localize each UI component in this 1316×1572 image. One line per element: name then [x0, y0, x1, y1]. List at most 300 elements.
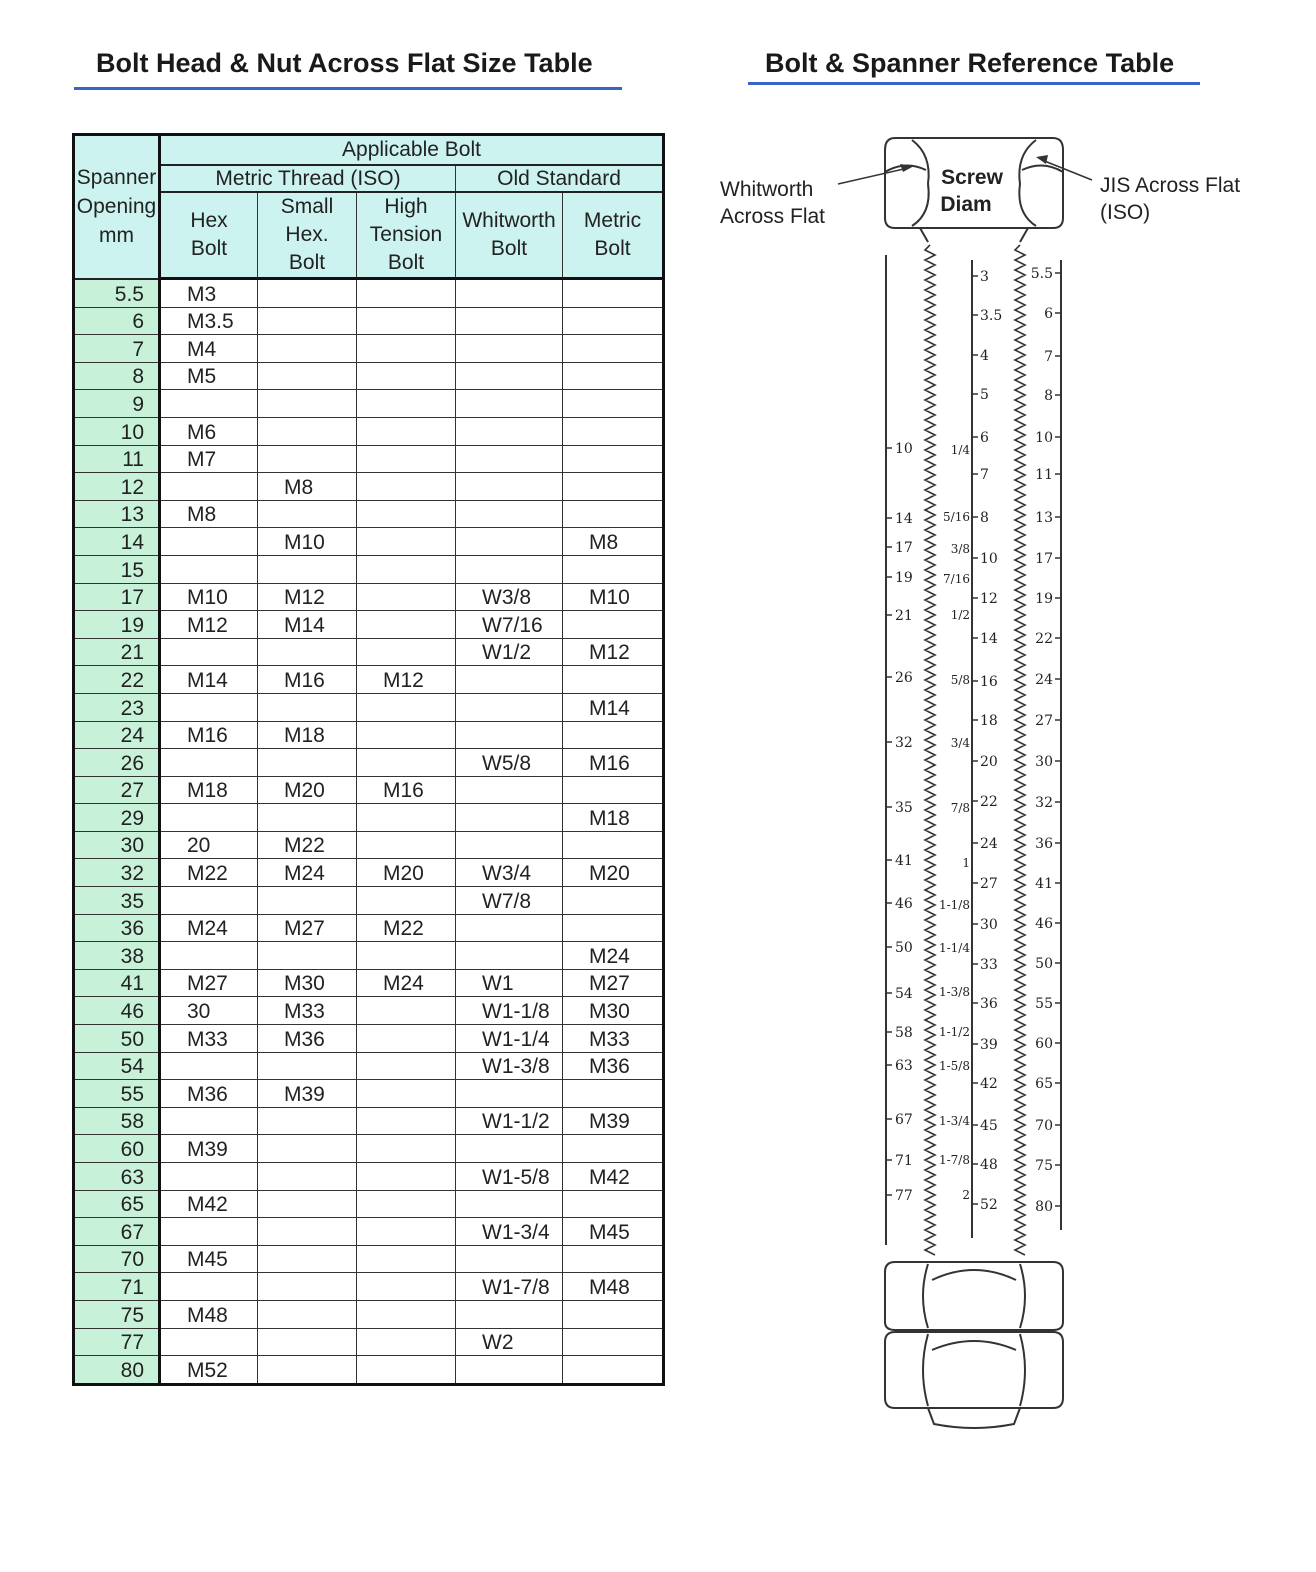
- hex-bolt-cell: [160, 1052, 258, 1080]
- nut-lower-facet-right: [1020, 1334, 1025, 1406]
- opening-cell: 11: [74, 445, 160, 473]
- whitworth-bolt-cell: W2: [456, 1328, 563, 1356]
- whitworth-bolt-cell: [456, 335, 563, 363]
- opening-cell: 38: [74, 942, 160, 970]
- opening-cell: 65: [74, 1190, 160, 1218]
- hex-bolt-cell: M52: [160, 1356, 258, 1385]
- high-tension-bolt-cell: [357, 1190, 456, 1218]
- small-hex-bolt-cell: [258, 693, 357, 721]
- table-row: [74, 997, 664, 1025]
- column-header-line: Whitworth: [462, 209, 556, 232]
- small-hex-bolt-cell: [258, 1190, 357, 1218]
- opening-cell: 32: [74, 859, 160, 887]
- whitworth-tick-label: 46: [895, 896, 913, 912]
- hex-bolt-cell: [160, 528, 258, 556]
- jis-arrowhead: [1036, 155, 1048, 164]
- diameter-tick-label: 24: [980, 836, 998, 852]
- table-row: [74, 666, 664, 694]
- hex-bolt-cell: [160, 749, 258, 777]
- size-table-body: [74, 279, 664, 1385]
- high-tension-bolt-cell: [357, 611, 456, 639]
- table-row: [74, 1273, 664, 1301]
- high-tension-bolt-cell: M12: [357, 666, 456, 694]
- jis-tick-label: 65: [1035, 1076, 1053, 1092]
- opening-cell: 5.5: [74, 279, 160, 308]
- metric-bolt-cell: [563, 1190, 664, 1218]
- metric-bolt-cell: M18: [563, 804, 664, 832]
- whitworth-fraction-label: 7/16: [943, 572, 970, 586]
- table-row: [74, 831, 664, 859]
- small-hex-bolt-cell: M36: [258, 1025, 357, 1053]
- jis-tick-label: 22: [1035, 631, 1053, 647]
- opening-cell: 29: [74, 804, 160, 832]
- column-header-line: Bolt: [387, 251, 425, 274]
- opening-cell: 50: [74, 1025, 160, 1053]
- table-row: [74, 887, 664, 915]
- hex-bolt-cell: M6: [160, 417, 258, 445]
- jis-tick-label: 75: [1035, 1158, 1053, 1174]
- opening-cell: 14: [74, 528, 160, 556]
- nut-lower-facet-left: [923, 1334, 928, 1406]
- hex-bolt-cell: [160, 942, 258, 970]
- whitworth-fraction-label: 1-1/8: [938, 898, 970, 912]
- hex-bolt-cell: [160, 887, 258, 915]
- column-header-line: Hex.: [285, 223, 329, 246]
- small-hex-bolt-cell: M20: [258, 776, 357, 804]
- opening-cell: 19: [74, 611, 160, 639]
- metric-bolt-cell: M24: [563, 942, 664, 970]
- nut-lower: [885, 1332, 1063, 1408]
- jis-tick-label: 50: [1035, 956, 1053, 972]
- high-tension-bolt-cell: [357, 445, 456, 473]
- jis-tick-label: 27: [1035, 713, 1053, 729]
- diameter-tick-label: 39: [980, 1037, 998, 1053]
- small-hex-bolt-cell: [258, 1163, 357, 1191]
- high-tension-bolt-cell: [357, 417, 456, 445]
- high-tension-bolt-cell: [357, 500, 456, 528]
- metric-bolt-cell: [563, 1328, 664, 1356]
- whitworth-bolt-cell: [456, 721, 563, 749]
- high-tension-bolt-cell: [357, 307, 456, 335]
- diameter-tick-label: 42: [980, 1076, 998, 1092]
- small-hex-bolt-cell: M18: [258, 721, 357, 749]
- whitworth-tick-label: 71: [895, 1153, 913, 1169]
- small-hex-bolt-cell: M22: [258, 831, 357, 859]
- metric-bolt-cell: [563, 1135, 664, 1163]
- metric-bolt-cell: M30: [563, 997, 664, 1025]
- whitworth-bolt-cell: [456, 1190, 563, 1218]
- whitworth-fraction-label: 7/8: [950, 801, 970, 815]
- whitworth-tick-label: 54: [895, 986, 913, 1002]
- diameter-tick-label: 3.5: [980, 308, 1003, 324]
- hex-bolt-cell: [160, 473, 258, 501]
- opening-cell: 63: [74, 1163, 160, 1191]
- column-header-line: Bolt: [594, 237, 631, 260]
- whitworth-tick-label: 26: [895, 670, 913, 686]
- thread-left: [925, 245, 935, 1255]
- hex-bolt-cell: [160, 1218, 258, 1246]
- hex-bolt-cell: [160, 555, 258, 583]
- whitworth-bolt-cell: W1-1/4: [456, 1025, 563, 1053]
- metric-bolt-cell: [563, 1245, 664, 1273]
- opening-cell: 77: [74, 1328, 160, 1356]
- table-row: [74, 1135, 664, 1163]
- high-tension-bolt-cell: [357, 942, 456, 970]
- whitworth-bolt-cell: [456, 555, 563, 583]
- diameter-tick-label: 22: [980, 794, 998, 810]
- high-tension-bolt-cell: [357, 528, 456, 556]
- jis-pointer: [1042, 160, 1092, 180]
- table-row: [74, 307, 664, 335]
- metric-bolt-cell: M12: [563, 638, 664, 666]
- metric-bolt-cell: M14: [563, 693, 664, 721]
- whitworth-bolt-cell: [456, 831, 563, 859]
- table-row: [74, 611, 664, 639]
- metric-bolt-cell: M48: [563, 1273, 664, 1301]
- table-row: [74, 776, 664, 804]
- jis-tick-label: 7: [1044, 349, 1053, 365]
- hex-bolt-cell: M45: [160, 1245, 258, 1273]
- jis-tick-label: 36: [1035, 836, 1053, 852]
- column-header-line: Metric: [583, 209, 642, 232]
- whitworth-fraction-label: 1-1/4: [938, 941, 970, 955]
- high-tension-bolt-cell: [357, 693, 456, 721]
- diameter-tick-label: 6: [980, 430, 989, 446]
- whitworth-fraction-label: 3/4: [950, 736, 970, 750]
- table-row: [74, 1218, 664, 1246]
- metric-bolt-cell: [563, 721, 664, 749]
- column-header-line: Bolt: [190, 237, 228, 260]
- small-hex-bolt-cell: [258, 942, 357, 970]
- size-table-title: Bolt Head & Nut Across Flat Size Table: [96, 48, 593, 78]
- whitworth-tick-label: 67: [895, 1112, 913, 1128]
- hex-bolt-header: [160, 192, 258, 279]
- small-hex-bolt-cell: [258, 1273, 357, 1301]
- hex-bolt-cell: M42: [160, 1190, 258, 1218]
- whitworth-bolt-header: [456, 192, 563, 279]
- table-row: [74, 859, 664, 887]
- small-hex-bolt-cell: [258, 335, 357, 363]
- whitworth-bolt-cell: [456, 1245, 563, 1273]
- table-row: [74, 500, 664, 528]
- table-row: [74, 555, 664, 583]
- opening-cell: 36: [74, 914, 160, 942]
- table-row: [74, 804, 664, 832]
- hex-bolt-cell: [160, 1328, 258, 1356]
- screw-diam-label-line2: Diam: [940, 193, 992, 216]
- small-hex-bolt-cell: M27: [258, 914, 357, 942]
- whitworth-tick-label: 10: [895, 441, 913, 457]
- jis-tick-label: 13: [1035, 510, 1053, 526]
- whitworth-tick-label: 32: [895, 735, 913, 751]
- screw-diam-label-line1: Screw: [941, 166, 1003, 189]
- whitworth-bolt-cell: [456, 1356, 563, 1385]
- opening-cell: 24: [74, 721, 160, 749]
- high-tension-bolt-cell: [357, 335, 456, 363]
- table-row: [74, 335, 664, 363]
- whitworth-tick-label: 35: [895, 800, 913, 816]
- diameter-tick-label: 4: [980, 348, 989, 364]
- opening-cell: 41: [74, 969, 160, 997]
- opening-cell: 54: [74, 1052, 160, 1080]
- whitworth-bolt-cell: [456, 445, 563, 473]
- whitworth-bolt-cell: W1: [456, 969, 563, 997]
- metric-bolt-cell: [563, 611, 664, 639]
- size-table-title-underline: [74, 87, 622, 90]
- nut-upper-facet-right: [1020, 1264, 1025, 1328]
- whitworth-tick-label: 50: [895, 940, 913, 956]
- hex-bolt-cell: 20: [160, 831, 258, 859]
- diameter-tick-label: 16: [980, 674, 998, 690]
- high-tension-bolt-cell: [357, 1245, 456, 1273]
- jis-tick-label: 30: [1035, 754, 1053, 770]
- opening-cell: 6: [74, 307, 160, 335]
- jis-tick-label: 32: [1035, 795, 1053, 811]
- opening-header-line: Spanner: [76, 166, 157, 190]
- whitworth-pointer: [838, 168, 908, 184]
- whitworth-fraction-label: 5/16: [943, 510, 970, 524]
- small-hex-bolt-cell: M33: [258, 997, 357, 1025]
- jis-tick-label: 6: [1044, 306, 1053, 322]
- hex-bolt-cell: M22: [160, 859, 258, 887]
- small-hex-bolt-cell: [258, 1135, 357, 1163]
- small-hex-bolt-cell: [258, 417, 357, 445]
- diameter-tick-label: 48: [980, 1157, 998, 1173]
- hex-bolt-cell: M12: [160, 611, 258, 639]
- whitworth-tick-label: 17: [895, 540, 913, 556]
- opening-cell: 15: [74, 555, 160, 583]
- metric-bolt-cell: [563, 1080, 664, 1108]
- metric-bolt-cell: M39: [563, 1107, 664, 1135]
- high-tension-bolt-cell: [357, 1080, 456, 1108]
- metric-bolt-cell: M42: [563, 1163, 664, 1191]
- opening-cell: 70: [74, 1245, 160, 1273]
- hex-bolt-cell: M3.5: [160, 307, 258, 335]
- high-tension-bolt-cell: M16: [357, 776, 456, 804]
- high-tension-bolt-cell: [357, 362, 456, 390]
- hex-bolt-cell: [160, 1107, 258, 1135]
- whitworth-bolt-cell: [456, 307, 563, 335]
- whitworth-bolt-cell: W3/4: [456, 859, 563, 887]
- jis-tick-label: 11: [1035, 467, 1053, 483]
- high-tension-bolt-cell: [357, 279, 456, 308]
- high-tension-bolt-cell: M24: [357, 969, 456, 997]
- opening-cell: 55: [74, 1080, 160, 1108]
- opening-cell: 27: [74, 776, 160, 804]
- jis-tick-label: 41: [1035, 876, 1053, 892]
- whitworth-bolt-cell: [456, 1080, 563, 1108]
- metric-bolt-cell: [563, 831, 664, 859]
- hex-bolt-cell: M16: [160, 721, 258, 749]
- high-tension-bolt-cell: M22: [357, 914, 456, 942]
- diameter-tick-label: 10: [980, 551, 998, 567]
- metric-bolt-cell: [563, 307, 664, 335]
- whitworth-bolt-cell: [456, 666, 563, 694]
- whitworth-fraction-label: 1-7/8: [938, 1153, 970, 1167]
- metric-bolt-cell: [563, 776, 664, 804]
- table-row: [74, 914, 664, 942]
- table-row: [74, 445, 664, 473]
- small-hex-bolt-cell: [258, 1328, 357, 1356]
- bolt-head-facet-right: [1019, 140, 1036, 226]
- hex-bolt-cell: M39: [160, 1135, 258, 1163]
- column-header-line: Bolt: [288, 251, 326, 274]
- high-tension-bolt-cell: [357, 1107, 456, 1135]
- table-row: [74, 942, 664, 970]
- metric-bolt-cell: M16: [563, 749, 664, 777]
- opening-cell: 23: [74, 693, 160, 721]
- hex-bolt-cell: 30: [160, 997, 258, 1025]
- column-header-line: Bolt: [490, 237, 528, 260]
- thread-right: [1015, 245, 1025, 1255]
- whitworth-bolt-cell: [456, 804, 563, 832]
- high-tension-bolt-cell: [357, 1025, 456, 1053]
- small-hex-bolt-cell: [258, 307, 357, 335]
- metric-bolt-cell: M36: [563, 1052, 664, 1080]
- hex-bolt-cell: M7: [160, 445, 258, 473]
- metric-bolt-cell: [563, 555, 664, 583]
- opening-cell: 13: [74, 500, 160, 528]
- metric-bolt-header: [563, 192, 664, 279]
- hex-bolt-cell: M8: [160, 500, 258, 528]
- metric-bolt-cell: M27: [563, 969, 664, 997]
- table-row: [74, 749, 664, 777]
- small-hex-bolt-cell: M30: [258, 969, 357, 997]
- high-tension-bolt-cell: [357, 1135, 456, 1163]
- small-hex-bolt-cell: [258, 500, 357, 528]
- opening-cell: 35: [74, 887, 160, 915]
- opening-cell: 9: [74, 390, 160, 418]
- small-hex-bolt-cell: M39: [258, 1080, 357, 1108]
- column-header-line: Small: [280, 195, 334, 218]
- high-tension-bolt-cell: [357, 804, 456, 832]
- small-hex-bolt-cell: [258, 279, 357, 308]
- table-row: [74, 1163, 664, 1191]
- whitworth-bolt-cell: W1-1/8: [456, 997, 563, 1025]
- whitworth-bolt-cell: W7/8: [456, 887, 563, 915]
- whitworth-bolt-cell: [456, 914, 563, 942]
- whitworth-fraction-label: 1-5/8: [938, 1059, 970, 1073]
- diameter-tick-label: 3: [980, 269, 989, 285]
- hex-bolt-cell: M27: [160, 969, 258, 997]
- opening-cell: 26: [74, 749, 160, 777]
- high-tension-bolt-header: [357, 192, 456, 279]
- high-tension-bolt-cell: [357, 583, 456, 611]
- metric-bolt-cell: [563, 279, 664, 308]
- metric-bolt-cell: [563, 445, 664, 473]
- hex-bolt-cell: M18: [160, 776, 258, 804]
- whitworth-fraction-label: 1: [962, 856, 970, 870]
- table-row: [74, 528, 664, 556]
- small-hex-bolt-cell: M24: [258, 859, 357, 887]
- high-tension-bolt-cell: [357, 390, 456, 418]
- high-tension-bolt-cell: [357, 831, 456, 859]
- table-row: [74, 362, 664, 390]
- applicable-bolt-header: Applicable Bolt: [160, 135, 664, 166]
- small-hex-bolt-cell: [258, 555, 357, 583]
- column-header-line: Tension: [369, 223, 443, 246]
- small-hex-bolt-cell: [258, 1107, 357, 1135]
- jis-tick-label: 10: [1035, 430, 1053, 446]
- opening-header-line: Opening: [76, 195, 157, 219]
- whitworth-bolt-cell: [456, 528, 563, 556]
- diameter-tick-label: 18: [980, 713, 998, 729]
- reference-table-title-underline: [748, 82, 1200, 85]
- opening-cell: 22: [74, 666, 160, 694]
- hex-bolt-cell: M33: [160, 1025, 258, 1053]
- hex-bolt-cell: M48: [160, 1300, 258, 1328]
- small-hex-bolt-cell: [258, 638, 357, 666]
- high-tension-bolt-cell: [357, 997, 456, 1025]
- opening-cell: 12: [74, 473, 160, 501]
- small-hex-bolt-cell: M14: [258, 611, 357, 639]
- high-tension-bolt-cell: [357, 1356, 456, 1385]
- opening-cell: 7: [74, 335, 160, 363]
- table-row: [74, 969, 664, 997]
- hex-bolt-cell: M24: [160, 914, 258, 942]
- whitworth-bolt-cell: W7/16: [456, 611, 563, 639]
- table-row: [74, 1190, 664, 1218]
- diameter-tick-label: 36: [980, 996, 998, 1012]
- whitworth-fraction-label: 1-1/2: [938, 1025, 970, 1039]
- small-hex-bolt-cell: M16: [258, 666, 357, 694]
- table-row: [74, 1356, 664, 1385]
- jis-tick-label: 17: [1035, 551, 1053, 567]
- high-tension-bolt-cell: [357, 1273, 456, 1301]
- small-hex-bolt-cell: M12: [258, 583, 357, 611]
- small-hex-bolt-cell: [258, 1052, 357, 1080]
- nut-upper-facet-left: [923, 1264, 928, 1328]
- jis-tick-label: 8: [1044, 388, 1053, 404]
- small-hex-bolt-cell: M8: [258, 473, 357, 501]
- whitworth-tick-label: 14: [895, 511, 913, 527]
- opening-cell: 75: [74, 1300, 160, 1328]
- column-header-line: High: [384, 195, 428, 218]
- whitworth-fraction-label: 5/8: [950, 673, 970, 687]
- whitworth-bolt-cell: W1-7/8: [456, 1273, 563, 1301]
- whitworth-tick-label: 19: [895, 570, 913, 586]
- jis-tick-label: 24: [1035, 672, 1053, 688]
- whitworth-tick-label: 63: [895, 1058, 913, 1074]
- whitworth-fraction-label: 1-3/8: [938, 985, 970, 999]
- small-hex-bolt-cell: [258, 887, 357, 915]
- whitworth-bolt-cell: [456, 390, 563, 418]
- diameter-tick-label: 27: [980, 876, 998, 892]
- small-hex-bolt-cell: [258, 1356, 357, 1385]
- nut-lower-bevel: [932, 1341, 1016, 1350]
- nut-upper-bevel: [932, 1270, 1016, 1280]
- high-tension-bolt-cell: [357, 555, 456, 583]
- small-hex-bolt-cell: [258, 1245, 357, 1273]
- whitworth-fraction-label: 1/2: [950, 608, 970, 622]
- bolt-tip: [928, 1408, 1020, 1428]
- table-row: [74, 1025, 664, 1053]
- across-flat-size-table: [72, 133, 665, 1386]
- hex-bolt-cell: [160, 693, 258, 721]
- jis-tick-label: 70: [1035, 1118, 1053, 1134]
- table-row: [74, 390, 664, 418]
- opening-cell: 17: [74, 583, 160, 611]
- high-tension-bolt-cell: [357, 1300, 456, 1328]
- bolt-neck-right: [1020, 228, 1028, 242]
- metric-bolt-cell: M20: [563, 859, 664, 887]
- table-row: [74, 583, 664, 611]
- diameter-tick-label: 33: [980, 957, 998, 973]
- whitworth-bolt-cell: [456, 942, 563, 970]
- jis-across-flat-label: JIS Across Flat (ISO): [1100, 174, 1241, 224]
- metric-bolt-cell: M8: [563, 528, 664, 556]
- metric-bolt-cell: [563, 335, 664, 363]
